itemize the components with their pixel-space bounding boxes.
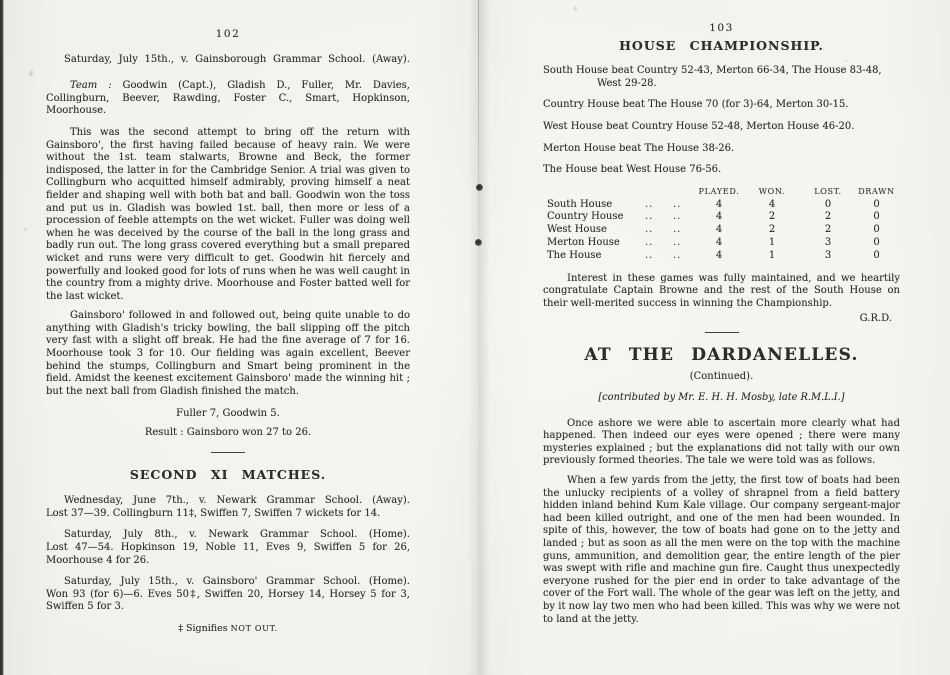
house-name-cell: South House: [547, 198, 613, 210]
dot-leader: ..: [673, 236, 682, 248]
dot-leader: ..: [673, 198, 682, 210]
table-header-spacer: [639, 186, 667, 199]
scan-edge: [0, 0, 4, 675]
section-divider: [705, 332, 739, 333]
match-entry: [46, 529, 410, 567]
article-title: AT THE DARDANELLES.: [584, 344, 859, 365]
dot-leader: ..: [645, 249, 654, 261]
drawn-cell: 0: [873, 249, 880, 261]
article-paragraph: When a few yards from the jetty, the first tow of boats had been the unlucky recipients of a volley of shrapnel from a field battery hidden inland behind Kum Kale village. Our company sergeant-major had been killed outright, and one of the men had been wounded. In spite of this, however, the tow of boats had gone on to the jetty and landed ; but as soon as all the men were on the top with the machine guns, ammunition, and demolition gear, the entire length of the pier was swept with rifle and machine gun fire. Caught thus unexpectedly everyone rushed for the pier end in order to take advantage of the cover of the Fort wall. The whole of the gear was left on the jetty, and by it now lay two men who had been killed. This was why we were not to land at the jetty.: [543, 475, 900, 625]
played-cell: 4: [715, 236, 723, 248]
won-cell: 2: [768, 211, 776, 223]
table-row: [547, 250, 900, 263]
page-number: 102: [215, 28, 241, 40]
played-cell: 4: [715, 198, 723, 210]
article-subtitle: (Continued).: [689, 370, 754, 382]
table-header-spacer: [547, 186, 639, 199]
binding-dot: [475, 239, 482, 246]
right-page: [543, 22, 900, 626]
house-name-cell: West House: [547, 224, 607, 236]
section-divider: [211, 452, 245, 453]
house-name-cell: Country House: [547, 211, 624, 223]
won-cell: 1: [768, 236, 776, 248]
team-list: Goodwin (Capt.), Gladish D., Fuller, Mr. Davies, Collingburn, Beever, Rawding, Foster C., Smart, Hopkinson, Moorhouse.: [46, 80, 410, 117]
footnote: [46, 623, 410, 636]
house-result-line: The House beat West House 76-56.: [543, 164, 722, 176]
binding-dot: [476, 184, 483, 191]
house-result-line: Country House beat The House 70 (for 3)-64, Merton 30-15.: [543, 99, 849, 111]
match-date: Saturday, July 15th., v. Gainsboro' Grammar School. (Home).: [64, 576, 410, 588]
match-entry: [46, 495, 410, 520]
body-paragraph: This was the second attempt to bring off the return with Gainsboro', the first having failed because of heavy rain. We were without the 1st. team stalwarts, Browne and Beck, the former indisposed, the latter in for the Cambridge Senior. A trial was given to Collingburn who acquitted himself admirably, proving himself a neat fielder and shaping well with both bat and ball. Goodwin won the toss and put us in. Gladish was bowled 1st. ball, then more or less of a procession of feeble attempts on the wet wicket. Fuller was doing well when he was deceived by the course of the ball in the long grass and badly run out. The long grass covered everything but a small prepared wicket and runs were very difficult to get. Goodwin hit fiercely and powerfully and looked good for lots of runs when he was well caught in the country from a mighty drive. Moorhouse and Foster batted well for the last wicket.: [46, 126, 410, 302]
scan-speck: [574, 6, 577, 11]
match-details: Won 93 (for 6)—6. Eves 50‡, Swiffen 20, Horsey 14, Horsey 5 for 3, Swiffen 5 for 3.: [46, 588, 410, 613]
table-row: [547, 237, 900, 250]
house-name-cell: Merton House: [547, 236, 620, 248]
dot-leader: ..: [645, 236, 654, 248]
left-page: [46, 28, 410, 636]
won-cell: 1: [768, 249, 776, 261]
scan-speck: [28, 69, 35, 77]
article-attribution: [contributed by Mr. E. H. H. Mosby, late R.M.L.I.]: [598, 392, 845, 404]
table-header-drawn: DRAWN: [858, 186, 895, 196]
table-header-won: WON.: [758, 186, 786, 196]
played-cell: 4: [715, 211, 723, 223]
section-title: SECOND XI MATCHES.: [129, 466, 327, 482]
played-cell: 4: [715, 249, 723, 261]
table-row: [547, 224, 900, 237]
dot-leader: ..: [673, 211, 682, 223]
score-line: Fuller 7, Goodwin 5.: [176, 408, 280, 420]
won-cell: 4: [768, 198, 776, 210]
match-date: Wednesday, June 7th., v. Newark Grammar School. (Away).: [64, 495, 410, 507]
drawn-cell: 0: [873, 211, 880, 223]
lost-cell: 2: [824, 211, 832, 223]
table-header-spacer: [667, 186, 697, 199]
dot-leader: ..: [645, 198, 654, 210]
match-header: Saturday, July 15th., v. Gainsborough Grammar School. (Away).: [64, 53, 410, 65]
page-number: 103: [709, 22, 734, 34]
dot-leader: ..: [673, 249, 682, 261]
match-date: Saturday, July 8th., v. Newark Grammar School. (Home).: [64, 529, 410, 541]
lost-cell: 0: [824, 198, 832, 210]
match-entry: [46, 576, 410, 614]
body-paragraph: Gainsboro' followed in and followed out, being quite unable to do anything with Gladish's tricky bowling, the ball slipping off the pitch very fast with a slight off break. He had the fine average of 7 for 16. Moorhouse took 3 for 10. Our fielding was again excellent, Beever behind the stumps, Collingburn and Smart being prominent in the field. Amidst the keenest excitement Gainsboro' made the winning hit ; but the next ball from Gladish finished the match.: [46, 310, 410, 397]
dot-leader: ..: [673, 224, 682, 236]
footnote-caps: NOT OUT.: [230, 623, 278, 633]
team-paragraph: [46, 80, 410, 118]
standings-table: [543, 186, 900, 263]
table-header-played: PLAYED.: [698, 186, 740, 196]
article-paragraph: Once ashore we were able to ascertain more clearly what had happened. Then indeed our eyes were opened ; there were many mysteries explained ; but the explanations did not tally with our own previously formed theories. The tale we were told was as follows.: [543, 417, 900, 467]
won-cell: 2: [768, 224, 776, 236]
page-gutter: [468, 0, 490, 675]
team-label: Team :: [70, 80, 112, 92]
table-header-row: [547, 186, 900, 199]
house-name-cell: The House: [547, 249, 602, 261]
scan-speck: [24, 228, 27, 231]
lost-cell: 3: [824, 236, 832, 248]
drawn-cell: 0: [873, 198, 880, 210]
table-row: [547, 199, 900, 212]
footnote-text: Signifies: [186, 622, 228, 634]
table-row: [547, 211, 900, 224]
played-cell: 4: [715, 224, 723, 236]
signature: G.R.D.: [859, 313, 892, 325]
match-details: Lost 37—39. Collingburn 11‡, Swiffen 7, Swiffen 7 wickets for 14.: [46, 507, 381, 519]
house-championship-title: HOUSE CHAMPIONSHIP.: [619, 37, 824, 53]
dot-leader: ..: [645, 211, 654, 223]
table-header-lost: LOST.: [814, 186, 842, 196]
house-result-line: West House beat Country House 52-48, Merton House 46-20.: [543, 120, 855, 132]
house-result-line: Merton House beat The House 38-26.: [543, 142, 735, 154]
gutter-line: [478, 0, 479, 300]
footnote-symbol: ‡: [178, 622, 184, 634]
result-line: Result : Gainsboro won 27 to 26.: [144, 427, 312, 439]
drawn-cell: 0: [873, 224, 880, 236]
lost-cell: 3: [824, 249, 832, 261]
closing-paragraph: Interest in these games was fully maintained, and we heartily congratulate Captain Browne and the rest of the South House on their well-merited success in winning the Championship.: [543, 272, 900, 309]
lost-cell: 2: [824, 224, 832, 236]
house-result-line: South House beat Country 52-43, Merton 66-34, The House 83-48, West 29-28.: [543, 65, 882, 89]
match-details: Lost 47—54. Hopkinson 19, Noble 11, Eves 9, Swiffen 5 for 26, Moorhouse 4 for 26.: [46, 542, 410, 566]
drawn-cell: 0: [873, 236, 880, 248]
dot-leader: ..: [645, 224, 654, 236]
